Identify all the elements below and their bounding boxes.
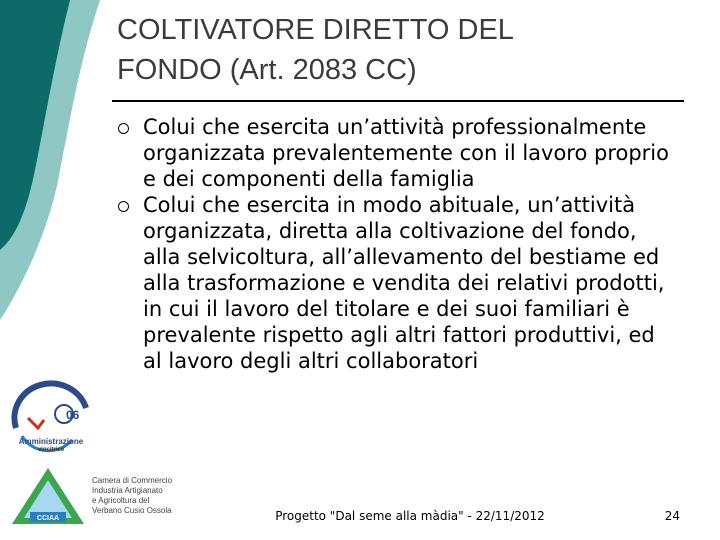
hollow-circle-bullet-icon [118,123,129,134]
decorative-teal-shape [0,0,110,320]
title-line-2: FONDO (Art. 2083 CC) [117,54,417,86]
slide-title [117,10,697,90]
cciaa-badge: CCIAA [36,515,60,522]
bullet-list [112,114,672,374]
award-caption [8,437,94,455]
award-year: 06 [66,408,80,422]
page-number: 24 [664,509,680,523]
cciaa-logo [10,466,86,526]
bullet-text: Colui che esercita in modo abituale, un’attività organizzata, diretta alla coltivazione del fondo, alla selvicoltura, all’allevamento del bestiame ed alla trasformazione e vendita dei relativi prodotti, in cui il lavoro del titolare e dei suoi familiari è prevalente rispetto agli altri fattori produttivi, ed al lavoro degli altri collaboratori [143,193,665,373]
bullet-item [112,114,672,192]
award-subtext: vincitrice [37,447,65,453]
cciaa-name [92,476,202,516]
cciaa-line: Verbano Cusio Ossola [92,506,172,515]
bullet-text: Colui che esercita un’attività professionalmente organizzata prevalentemente con il lavoro proprio e dei componenti della famiglia [143,115,669,191]
cciaa-line: e Agricoltura del [92,496,150,505]
title-divider [112,100,684,102]
bullet-item [112,192,672,374]
cciaa-line: Camera di Commercio [92,476,173,485]
cciaa-line: Industria Artigianato [92,486,163,495]
award-text: Amministrazione [18,437,84,446]
title-line-1: COLTIVATORE DIRETTO DEL [117,14,514,46]
footer-text: Progetto "Dal seme alla màdia" - 22/11/2012 [275,509,545,523]
hollow-circle-bullet-icon [118,201,129,212]
